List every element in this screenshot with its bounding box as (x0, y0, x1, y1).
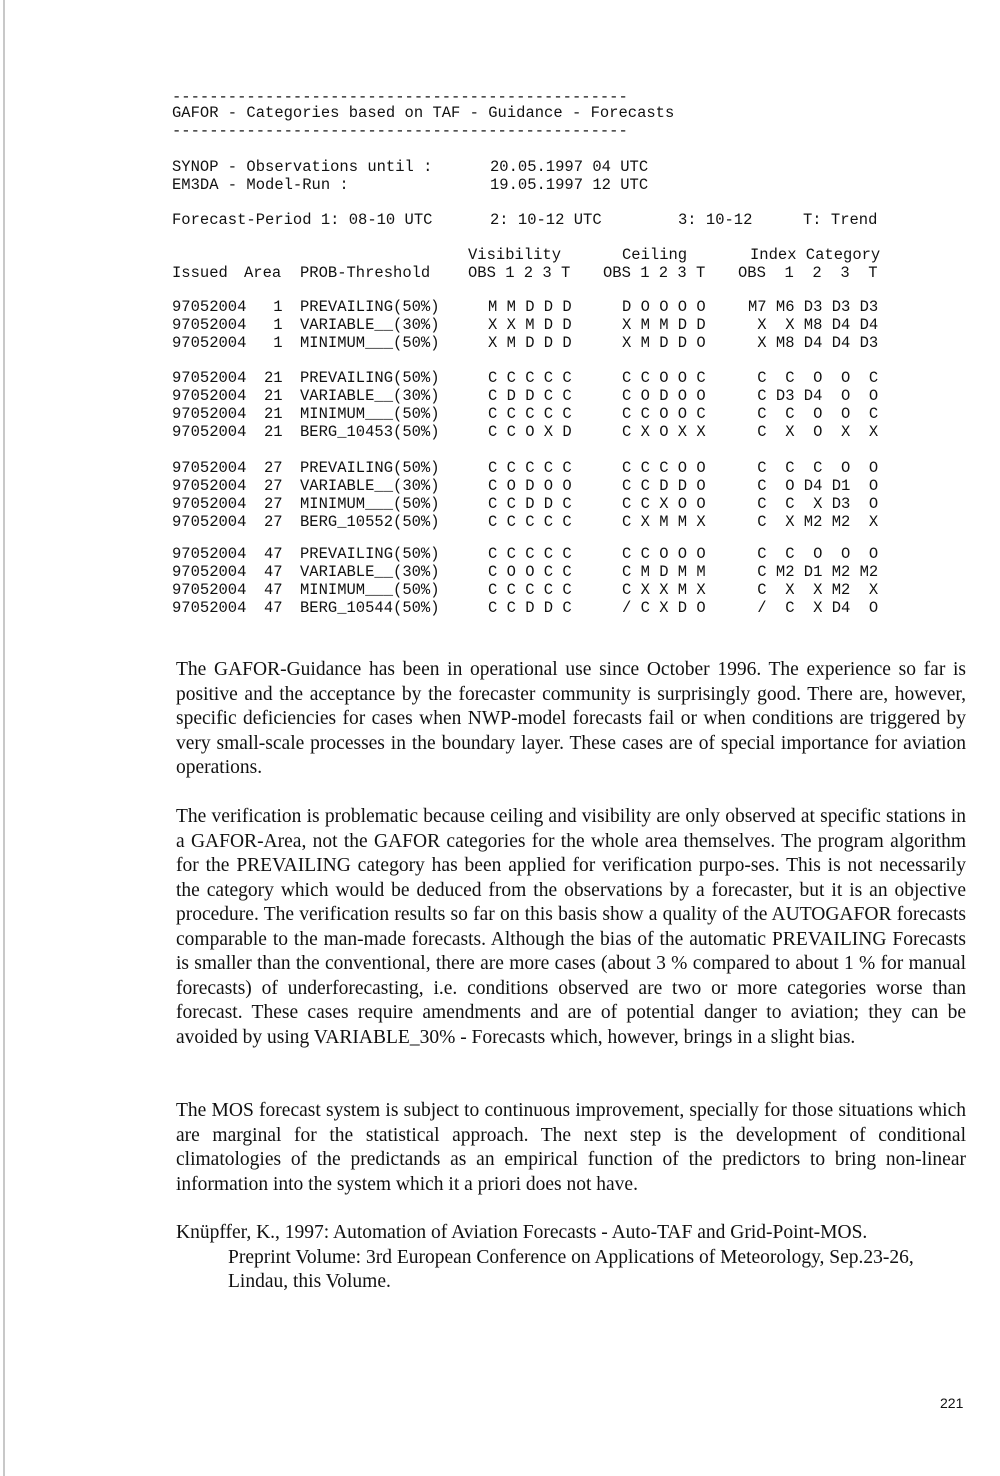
header-rule-top: ------------------------------------------------- (172, 88, 628, 106)
cell-issued: 97052004 (172, 405, 247, 423)
cell-index: C X M2 M2 X (748, 513, 879, 531)
col-ceiling-sub: OBS 1 2 3 T (603, 264, 706, 282)
cell-prob: MINIMUM___(50%) (300, 405, 440, 423)
cell-issued: 97052004 (172, 513, 247, 531)
cell-issued: 97052004 (172, 599, 247, 617)
cell-ceiling: C X M M X (622, 513, 706, 531)
cell-visibility: M M D D D (488, 298, 572, 316)
cell-area: 21 (264, 369, 283, 387)
cell-prob: VARIABLE__(30%) (300, 477, 440, 495)
cell-area: 27 (264, 513, 283, 531)
cell-visibility: X X M D D (488, 316, 572, 334)
cell-issued: 97052004 (172, 298, 247, 316)
cell-prob: BERG_10552(50%) (300, 513, 440, 531)
period-1: Forecast-Period 1: 08-10 UTC (172, 211, 433, 229)
col-area: Area (244, 264, 282, 282)
col-visibility-sub: OBS 1 2 3 T (468, 264, 571, 282)
reference-line-2: Preprint Volume: 3rd European Conference on Applications of Meteorology, Sep.23-26, Lindau, this Volume. (228, 1246, 914, 1292)
visibility-header: Visibility (468, 246, 562, 264)
cell-index: / C X D4 O (748, 599, 879, 617)
cell-prob: PREVAILING(50%) (300, 369, 440, 387)
header-title: GAFOR - Categories based on TAF - Guidance - Forecasts (172, 104, 675, 122)
cell-issued: 97052004 (172, 581, 247, 599)
reference-line-1: Knüpffer, K., 1997: Automation of Aviation Forecasts - Auto-TAF and Grid-Point-MOS. (176, 1222, 868, 1243)
cell-area: 47 (264, 599, 283, 617)
cell-visibility: C D D C C (488, 387, 572, 405)
cell-index: C X X M2 X (748, 581, 879, 599)
cell-ceiling: C C O O C (622, 369, 706, 387)
cell-index: C D3 D4 O O (748, 387, 879, 405)
cell-ceiling: C C X O O (622, 495, 706, 513)
cell-prob: BERG_10453(50%) (300, 423, 440, 441)
index-category-header: Index Category (750, 246, 881, 264)
cell-area: 1 (264, 298, 283, 316)
cell-index: C C C O O (748, 459, 879, 477)
cell-visibility: C O O C C (488, 563, 572, 581)
cell-issued: 97052004 (172, 545, 247, 563)
cell-index: C O D4 D1 O (748, 477, 879, 495)
cell-issued: 97052004 (172, 563, 247, 581)
cell-ceiling: C X X M X (622, 581, 706, 599)
cell-area: 21 (264, 423, 283, 441)
cell-prob: PREVAILING(50%) (300, 459, 440, 477)
cell-area: 27 (264, 495, 283, 513)
cell-prob: BERG_10544(50%) (300, 599, 440, 617)
cell-prob: MINIMUM___(50%) (300, 495, 440, 513)
cell-index: C C O O C (748, 405, 879, 423)
cell-area: 21 (264, 405, 283, 423)
cell-ceiling: C M D M M (622, 563, 706, 581)
cell-issued: 97052004 (172, 423, 247, 441)
cell-issued: 97052004 (172, 316, 247, 334)
cell-prob: PREVAILING(50%) (300, 545, 440, 563)
cell-visibility: C C D D C (488, 599, 572, 617)
cell-prob: VARIABLE__(30%) (300, 387, 440, 405)
cell-area: 27 (264, 459, 283, 477)
cell-issued: 97052004 (172, 334, 247, 352)
cell-prob: MINIMUM___(50%) (300, 334, 440, 352)
cell-index: C M2 D1 M2 M2 (748, 563, 879, 581)
cell-ceiling: C X O X X (622, 423, 706, 441)
synop-label: SYNOP - Observations until : (172, 158, 433, 176)
cell-ceiling: X M M D D (622, 316, 706, 334)
cell-visibility: C O D O O (488, 477, 572, 495)
cell-visibility: C C C C C (488, 545, 572, 563)
cell-index: C C O O C (748, 369, 879, 387)
scan-edge (3, 0, 5, 1476)
cell-index: M7 M6 D3 D3 D3 (748, 298, 879, 316)
cell-visibility: C C C C C (488, 405, 572, 423)
em3da-label: EM3DA - Model-Run : (172, 176, 349, 194)
cell-index: C C X D3 O (748, 495, 879, 513)
cell-issued: 97052004 (172, 477, 247, 495)
cell-visibility: C C C C C (488, 369, 572, 387)
cell-visibility: C C C C C (488, 459, 572, 477)
cell-index: X M8 D4 D4 D3 (748, 334, 879, 352)
paragraph-mos-improvement: The MOS forecast system is subject to continuous improvement, specially for those situations which are marginal for the statistical approach. The next step is the development of conditional climatologies of the predictands as an empirical function of the predictors to bring non-linear information into the system which it a priori does not have. (176, 1100, 966, 1195)
cell-issued: 97052004 (172, 495, 247, 513)
cell-issued: 97052004 (172, 387, 247, 405)
paragraph-operational-use: The GAFOR-Guidance has been in operational use since October 1996. The experience so far is positive and the acceptance by the forecaster community is surprisingly good. There are, however, specific deficiencies for cases when NWP-model forecasts fail or when conditions are triggered by very small-scale processes in the boundary layer. These cases are of special importance for aviation operations. (176, 659, 966, 778)
cell-index: X X M8 D4 D4 (748, 316, 879, 334)
cell-area: 47 (264, 581, 283, 599)
cell-ceiling: C C O O O (622, 545, 706, 563)
cell-area: 1 (264, 334, 283, 352)
cell-prob: VARIABLE__(30%) (300, 563, 440, 581)
col-prob-threshold: PROB-Threshold (300, 264, 431, 282)
col-issued: Issued (172, 264, 228, 282)
reference (176, 1221, 966, 1295)
header-rule-bottom: ------------------------------------------------- (172, 122, 628, 140)
cell-area: 21 (264, 387, 283, 405)
cell-ceiling: C C D D O (622, 477, 706, 495)
cell-visibility: C C D D C (488, 495, 572, 513)
cell-prob: VARIABLE__(30%) (300, 316, 440, 334)
cell-area: 27 (264, 477, 283, 495)
cell-ceiling: C O D O O (622, 387, 706, 405)
period-trend: T: Trend (803, 211, 878, 229)
cell-area: 47 (264, 563, 283, 581)
cell-prob: PREVAILING(50%) (300, 298, 440, 316)
cell-ceiling: C C C O O (622, 459, 706, 477)
paragraph-verification: The verification is problematic because ceiling and visibility are only observed at specific stations in a GAFOR-Area, not the GAFOR categories for the whole area themselves. The program algorithm for the PREVAILING category has been applied for verification purpo-ses. This is not necessarily the category which would be deduced from the observations by a forecaster, but it is an objective procedure. The verification results so far on this basis show a quality of the AUTOGAFOR forecasts comparable to the man-made forecasts. Although the bias of the automatic PREVAILING Forecasts is smaller than the conventional, there are more cases (about 3 % compared to about 1 % for manual forecasts) of underforecasting, i.e. conditions observed are two or more categories worse than forecast. These cases require amendments and are of potential danger to aviation; they can be avoided by using VARIABLE_30% - Forecasts which, however, brings in a slight bias. (176, 806, 966, 1048)
cell-area: 1 (264, 316, 283, 334)
cell-area: 47 (264, 545, 283, 563)
period-3: 3: 10-12 (678, 211, 753, 229)
cell-index: C C O O O (748, 545, 879, 563)
page-number: 221 (940, 1395, 964, 1411)
em3da-value: 19.05.1997 12 UTC (490, 176, 649, 194)
cell-ceiling: X M D D O (622, 334, 706, 352)
cell-ceiling: C C O O C (622, 405, 706, 423)
cell-ceiling: D O O O O (622, 298, 706, 316)
cell-issued: 97052004 (172, 369, 247, 387)
cell-index: C X O X X (748, 423, 879, 441)
period-2: 2: 10-12 UTC (490, 211, 602, 229)
cell-visibility: X M D D D (488, 334, 572, 352)
synop-value: 20.05.1997 04 UTC (490, 158, 649, 176)
cell-visibility: C C O X D (488, 423, 572, 441)
cell-prob: MINIMUM___(50%) (300, 581, 440, 599)
cell-visibility: C C C C C (488, 513, 572, 531)
cell-visibility: C C C C C (488, 581, 572, 599)
ceiling-header: Ceiling (622, 246, 688, 264)
cell-issued: 97052004 (172, 459, 247, 477)
col-index-sub: OBS 1 2 3 T (738, 264, 878, 282)
cell-ceiling: / C X D O (622, 599, 706, 617)
